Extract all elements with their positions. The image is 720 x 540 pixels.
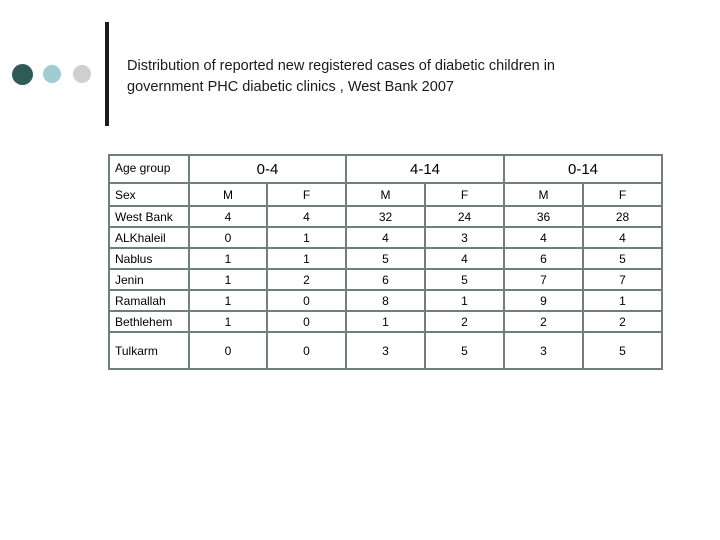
region-name: ALKhaleil	[109, 227, 189, 248]
table-cell: 4	[267, 206, 346, 227]
table-cell: 2	[583, 311, 662, 332]
table-cell: 0	[267, 332, 346, 369]
region-name: Nablus	[109, 248, 189, 269]
table-cell: 1	[425, 290, 504, 311]
region-name: Bethlehem	[109, 311, 189, 332]
table-cell: 0	[189, 227, 267, 248]
decorative-dot-teal	[43, 65, 61, 83]
table-cell: 2	[425, 311, 504, 332]
table-cell: 2	[504, 311, 583, 332]
table-cell: 36	[504, 206, 583, 227]
region-name: Ramallah	[109, 290, 189, 311]
group-header-4-14: 4-14	[346, 155, 504, 183]
sex-label: Sex	[109, 183, 189, 206]
slide-title: Distribution of reported new registered cases of diabetic children in government PHC diabetic clinics , West Bank 2007	[127, 58, 555, 95]
region-name: Tulkarm	[109, 332, 189, 369]
group-header-0-14: 0-14	[504, 155, 662, 183]
table-row	[109, 227, 662, 248]
cases-table	[108, 154, 663, 370]
decorative-dot-gray	[73, 65, 91, 83]
age-group-header-row	[109, 155, 662, 183]
table-cell: 4	[425, 248, 504, 269]
table-cell: 1	[189, 311, 267, 332]
table-cell: 4	[504, 227, 583, 248]
table-cell: 0	[267, 290, 346, 311]
table-cell: 3	[425, 227, 504, 248]
table-cell: 0	[267, 311, 346, 332]
table-cell: 4	[189, 206, 267, 227]
table-cell: 0	[189, 332, 267, 369]
sex-header-cell: F	[425, 183, 504, 206]
table-cell: 5	[583, 332, 662, 369]
table-cell: 4	[346, 227, 425, 248]
sex-header-cell: F	[267, 183, 346, 206]
table-row	[109, 206, 662, 227]
region-name: Jenin	[109, 269, 189, 290]
table-cell: 6	[504, 248, 583, 269]
table-cell: 1	[189, 269, 267, 290]
table-row	[109, 269, 662, 290]
table-cell: 24	[425, 206, 504, 227]
sex-header-cell: F	[583, 183, 662, 206]
table-cell: 2	[267, 269, 346, 290]
title-divider-bar	[105, 22, 109, 126]
table-cell: 7	[583, 269, 662, 290]
table-cell: 3	[504, 332, 583, 369]
sex-header-cell: M	[504, 183, 583, 206]
decorative-dot-dark	[12, 64, 33, 85]
table-cell: 32	[346, 206, 425, 227]
table-row	[109, 290, 662, 311]
table-cell: 7	[504, 269, 583, 290]
sex-header-cell: M	[189, 183, 267, 206]
table-cell: 5	[583, 248, 662, 269]
table-cell: 5	[425, 332, 504, 369]
table-row	[109, 332, 662, 369]
table-cell: 1	[189, 248, 267, 269]
sex-header-cell: M	[346, 183, 425, 206]
table-row	[109, 311, 662, 332]
table-row	[109, 248, 662, 269]
table-cell: 1	[189, 290, 267, 311]
table-cell: 5	[425, 269, 504, 290]
group-header-0-4: 0-4	[189, 155, 346, 183]
table-cell: 6	[346, 269, 425, 290]
region-name: West Bank	[109, 206, 189, 227]
table-cell: 9	[504, 290, 583, 311]
table-cell: 4	[583, 227, 662, 248]
table-cell: 1	[267, 227, 346, 248]
table-cell: 8	[346, 290, 425, 311]
table-cell: 3	[346, 332, 425, 369]
sex-header-row	[109, 183, 662, 206]
table-cell: 5	[346, 248, 425, 269]
table-cell: 1	[583, 290, 662, 311]
table-cell: 28	[583, 206, 662, 227]
table-cell: 1	[267, 248, 346, 269]
age-group-label: Age group	[109, 155, 189, 183]
table-cell: 1	[346, 311, 425, 332]
